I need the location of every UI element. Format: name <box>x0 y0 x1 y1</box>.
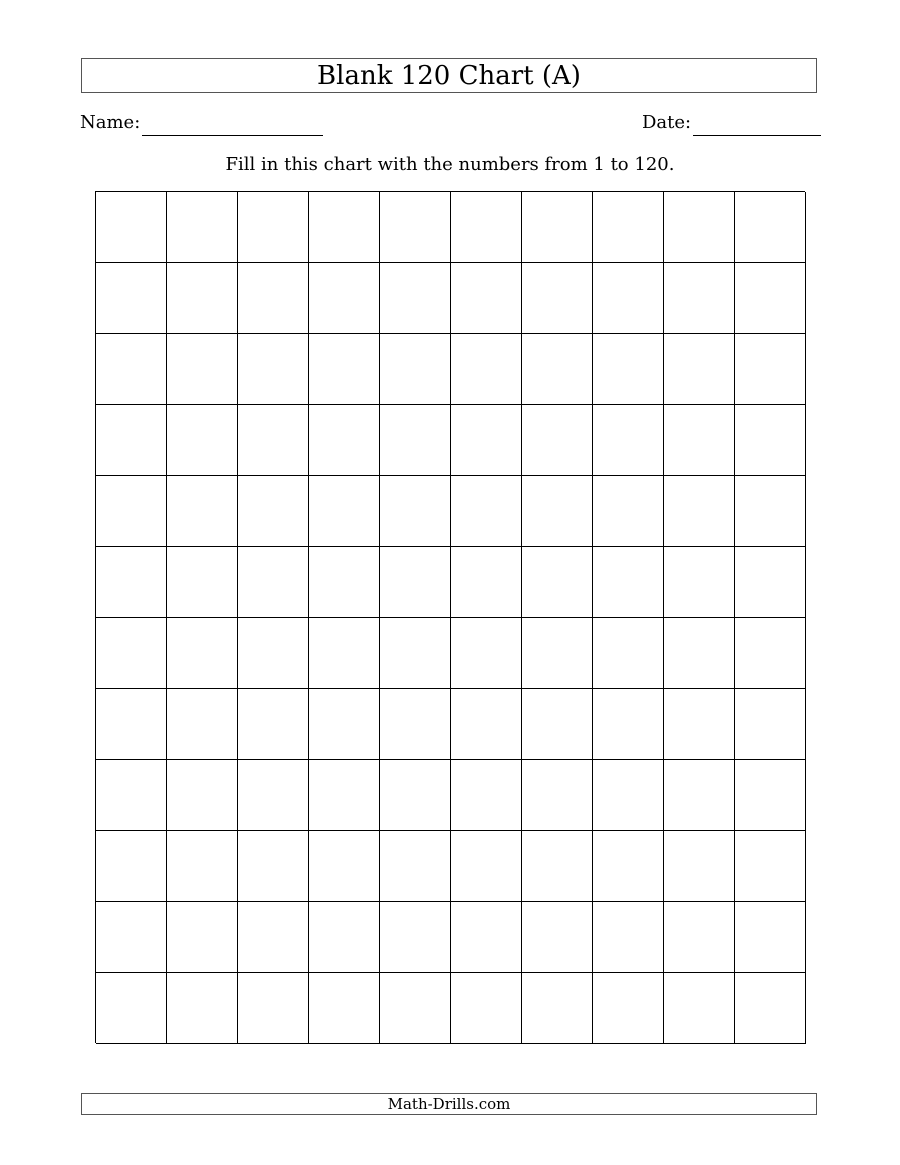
chart-cell[interactable] <box>238 334 309 405</box>
chart-cell[interactable] <box>522 831 593 902</box>
chart-cell[interactable] <box>309 760 380 831</box>
chart-cell[interactable] <box>664 192 735 263</box>
chart-cell[interactable] <box>380 973 451 1044</box>
chart-cell[interactable] <box>96 547 167 618</box>
chart-cell[interactable] <box>735 760 806 831</box>
chart-cell[interactable] <box>593 902 664 973</box>
chart-cell[interactable] <box>735 618 806 689</box>
chart-cell[interactable] <box>735 192 806 263</box>
chart-cell[interactable] <box>96 192 167 263</box>
chart-cell[interactable] <box>451 476 522 547</box>
chart-cell[interactable] <box>735 476 806 547</box>
chart-cell[interactable] <box>735 831 806 902</box>
chart-cell[interactable] <box>593 476 664 547</box>
chart-cell[interactable] <box>522 902 593 973</box>
chart-cell[interactable] <box>522 476 593 547</box>
chart-cell[interactable] <box>96 973 167 1044</box>
chart-cell[interactable] <box>167 476 238 547</box>
chart-cell[interactable] <box>167 689 238 760</box>
chart-cell[interactable] <box>309 476 380 547</box>
chart-cell[interactable] <box>238 476 309 547</box>
worksheet-title-box <box>81 58 817 93</box>
chart-cell[interactable] <box>380 263 451 334</box>
chart-cell[interactable] <box>522 973 593 1044</box>
chart-cell[interactable] <box>451 334 522 405</box>
chart-cell[interactable] <box>451 973 522 1044</box>
chart-cell[interactable] <box>522 760 593 831</box>
chart-cell[interactable] <box>664 618 735 689</box>
chart-cell[interactable] <box>96 760 167 831</box>
instructions-text: Fill in this chart with the numbers from 1 to 120. <box>225 154 675 175</box>
chart-cell[interactable] <box>380 405 451 476</box>
chart-cell[interactable] <box>167 192 238 263</box>
chart-cell[interactable] <box>451 405 522 476</box>
chart-cell[interactable] <box>522 618 593 689</box>
chart-cell[interactable] <box>380 902 451 973</box>
chart-cell[interactable] <box>309 192 380 263</box>
chart-cell[interactable] <box>380 476 451 547</box>
chart-cell[interactable] <box>167 405 238 476</box>
chart-cell[interactable] <box>238 618 309 689</box>
chart-cell[interactable] <box>451 263 522 334</box>
chart-cell[interactable] <box>593 689 664 760</box>
chart-cell[interactable] <box>309 902 380 973</box>
chart-cell[interactable] <box>96 334 167 405</box>
chart-cell[interactable] <box>451 831 522 902</box>
chart-cell[interactable] <box>238 902 309 973</box>
chart-cell[interactable] <box>522 334 593 405</box>
chart-cell[interactable] <box>380 618 451 689</box>
chart-cell[interactable] <box>96 476 167 547</box>
name-answer-line[interactable] <box>142 135 323 136</box>
chart-cell[interactable] <box>309 263 380 334</box>
chart-cell[interactable] <box>309 831 380 902</box>
chart-cell[interactable] <box>735 902 806 973</box>
chart-cell[interactable] <box>664 405 735 476</box>
chart-cell[interactable] <box>664 334 735 405</box>
chart-cell[interactable] <box>309 547 380 618</box>
chart-cell[interactable] <box>593 192 664 263</box>
chart-cell[interactable] <box>167 902 238 973</box>
chart-cell[interactable] <box>664 476 735 547</box>
chart-cell[interactable] <box>593 760 664 831</box>
chart-cell[interactable] <box>664 973 735 1044</box>
chart-cell[interactable] <box>380 192 451 263</box>
name-label: Name: <box>80 112 141 133</box>
chart-cell[interactable] <box>522 547 593 618</box>
chart-cell[interactable] <box>735 973 806 1044</box>
chart-cell[interactable] <box>522 405 593 476</box>
chart-cell[interactable] <box>309 334 380 405</box>
chart-cell[interactable] <box>593 334 664 405</box>
chart-cell[interactable] <box>593 405 664 476</box>
chart-cell[interactable] <box>522 689 593 760</box>
chart-cell[interactable] <box>167 263 238 334</box>
chart-cell[interactable] <box>664 902 735 973</box>
chart-cell[interactable] <box>96 689 167 760</box>
chart-cell[interactable] <box>309 618 380 689</box>
chart-cell[interactable] <box>380 831 451 902</box>
chart-cell[interactable] <box>451 618 522 689</box>
blank-120-chart-grid <box>95 191 805 1043</box>
chart-cell[interactable] <box>451 760 522 831</box>
chart-cell[interactable] <box>451 689 522 760</box>
chart-cell[interactable] <box>167 973 238 1044</box>
chart-cell[interactable] <box>522 263 593 334</box>
chart-cell[interactable] <box>96 405 167 476</box>
chart-cell[interactable] <box>96 902 167 973</box>
footer-box <box>81 1093 817 1115</box>
chart-cell[interactable] <box>664 831 735 902</box>
chart-cell[interactable] <box>96 618 167 689</box>
chart-cell[interactable] <box>238 689 309 760</box>
chart-cell[interactable] <box>522 192 593 263</box>
chart-cell[interactable] <box>735 263 806 334</box>
chart-cell[interactable] <box>735 547 806 618</box>
chart-cell[interactable] <box>167 547 238 618</box>
chart-cell[interactable] <box>380 760 451 831</box>
chart-cell[interactable] <box>735 334 806 405</box>
chart-cell[interactable] <box>238 547 309 618</box>
chart-cell[interactable] <box>96 263 167 334</box>
chart-cell[interactable] <box>451 192 522 263</box>
chart-cell[interactable] <box>309 689 380 760</box>
chart-cell[interactable] <box>380 547 451 618</box>
chart-cell[interactable] <box>167 618 238 689</box>
chart-cell[interactable] <box>238 831 309 902</box>
chart-cell[interactable] <box>238 263 309 334</box>
chart-cell[interactable] <box>593 263 664 334</box>
chart-cell[interactable] <box>380 334 451 405</box>
chart-cell[interactable] <box>664 760 735 831</box>
date-answer-line[interactable] <box>693 135 821 136</box>
chart-cell[interactable] <box>593 618 664 689</box>
chart-cell[interactable] <box>664 689 735 760</box>
chart-cell[interactable] <box>451 902 522 973</box>
chart-cell[interactable] <box>664 263 735 334</box>
chart-cell[interactable] <box>167 334 238 405</box>
chart-cell[interactable] <box>664 547 735 618</box>
worksheet-title: Blank 120 Chart (A) <box>317 60 581 91</box>
chart-cell[interactable] <box>238 973 309 1044</box>
footer-text: Math-Drills.com <box>387 1094 511 1113</box>
chart-cell[interactable] <box>96 831 167 902</box>
chart-cell[interactable] <box>167 760 238 831</box>
date-label: Date: <box>642 112 692 133</box>
chart-cell[interactable] <box>238 760 309 831</box>
chart-cell[interactable] <box>238 405 309 476</box>
chart-cell[interactable] <box>735 689 806 760</box>
chart-cell[interactable] <box>167 831 238 902</box>
chart-cell[interactable] <box>309 973 380 1044</box>
chart-cell[interactable] <box>593 973 664 1044</box>
chart-cell[interactable] <box>238 192 309 263</box>
chart-cell[interactable] <box>380 689 451 760</box>
chart-cell[interactable] <box>451 547 522 618</box>
chart-cell[interactable] <box>593 547 664 618</box>
chart-cell[interactable] <box>309 405 380 476</box>
chart-cell[interactable] <box>593 831 664 902</box>
chart-cell[interactable] <box>735 405 806 476</box>
